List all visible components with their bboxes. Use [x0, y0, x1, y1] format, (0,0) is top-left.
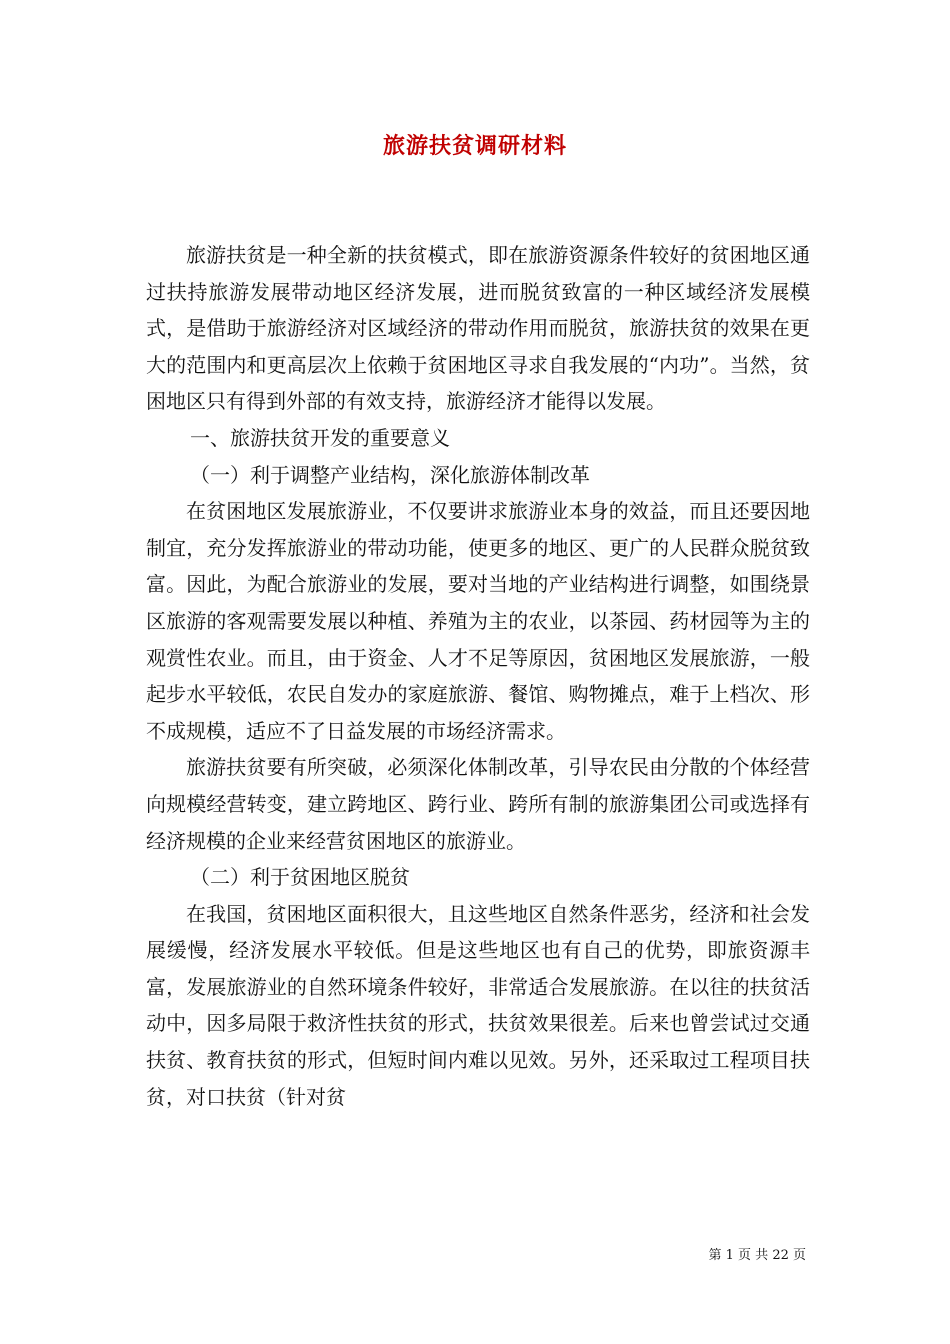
paragraph-poverty-relief: 在我国，贫困地区面积很大，且这些地区自然条件恶劣，经济和社会发展缓慢，经济发展水平较低。但是这些地区也有自己的优势，即旅资源丰富，发展旅游业的自然环境条件较好，非常适合发展旅游。在以往的扶贫活动中，因多局限于救济性扶贫的形式，扶贫效果很差。后来也曾尝试过交通扶贫、教育扶贫的形式，但短时间内难以见效。另外，还采取过工程项目扶贫，对口扶贫（针对贫 — [146, 901, 810, 1109]
paragraph-industry-structure: 在贫困地区发展旅游业，不仅要讲求旅游业本身的效益，而且还要因地制宜，充分发挥旅游业的带动功能，使更多的地区、更广的人民群众脱贫致富。因此，为配合旅游业的发展，要对当地的产业结构进行调整，如围绕景区旅游的客观需要发展以种植、养殖为主的农业，以茶园、药材园等为主的观赏性农业。而且，由于资金、人才不足等原因，贫困地区发展旅游，一般起步水平较低，农民自发办的家庭旅游、餐馆、购物摊点，难于上档次、形不成规模，适应不了日益发展的市场经济需求。 — [146, 499, 810, 743]
section-heading-1: 一、旅游扶贫开发的重要意义 — [190, 425, 450, 450]
subsection-heading-1: （一）利于调整产业结构，深化旅游体制改革 — [190, 462, 590, 487]
document-title: 旅游扶贫调研材料 — [382, 133, 567, 159]
paragraph-intro: 旅游扶贫是一种全新的扶贫模式，即在旅游资源条件较好的贫困地区通过扶持旅游发展带动地区经济发展，进而脱贫致富的一种区域经济发展模式，是借助于旅游经济对区域经济的带动作用而脱贫，旅游扶贫的效果在更大的范围内和更高层次上依赖于贫困地区寻求自我发展的“内功”。当然，贫困地区只有得到外部的有效支持，旅游经济才能得以发展。 — [146, 243, 810, 414]
paragraph-system-reform: 旅游扶贫要有所突破，必须深化体制改革，引导农民由分散的个体经营向规模经营转变，建立跨地区、跨行业、跨所有制的旅游集团公司或选择有经济规模的企业来经营贫困地区的旅游业。 — [146, 755, 810, 853]
document-body — [146, 237, 810, 1115]
subsection-heading-2: （二）利于贫困地区脱贫 — [190, 865, 410, 890]
page-number-footer: 第 1 页 共 22 页 — [708, 1248, 806, 1263]
